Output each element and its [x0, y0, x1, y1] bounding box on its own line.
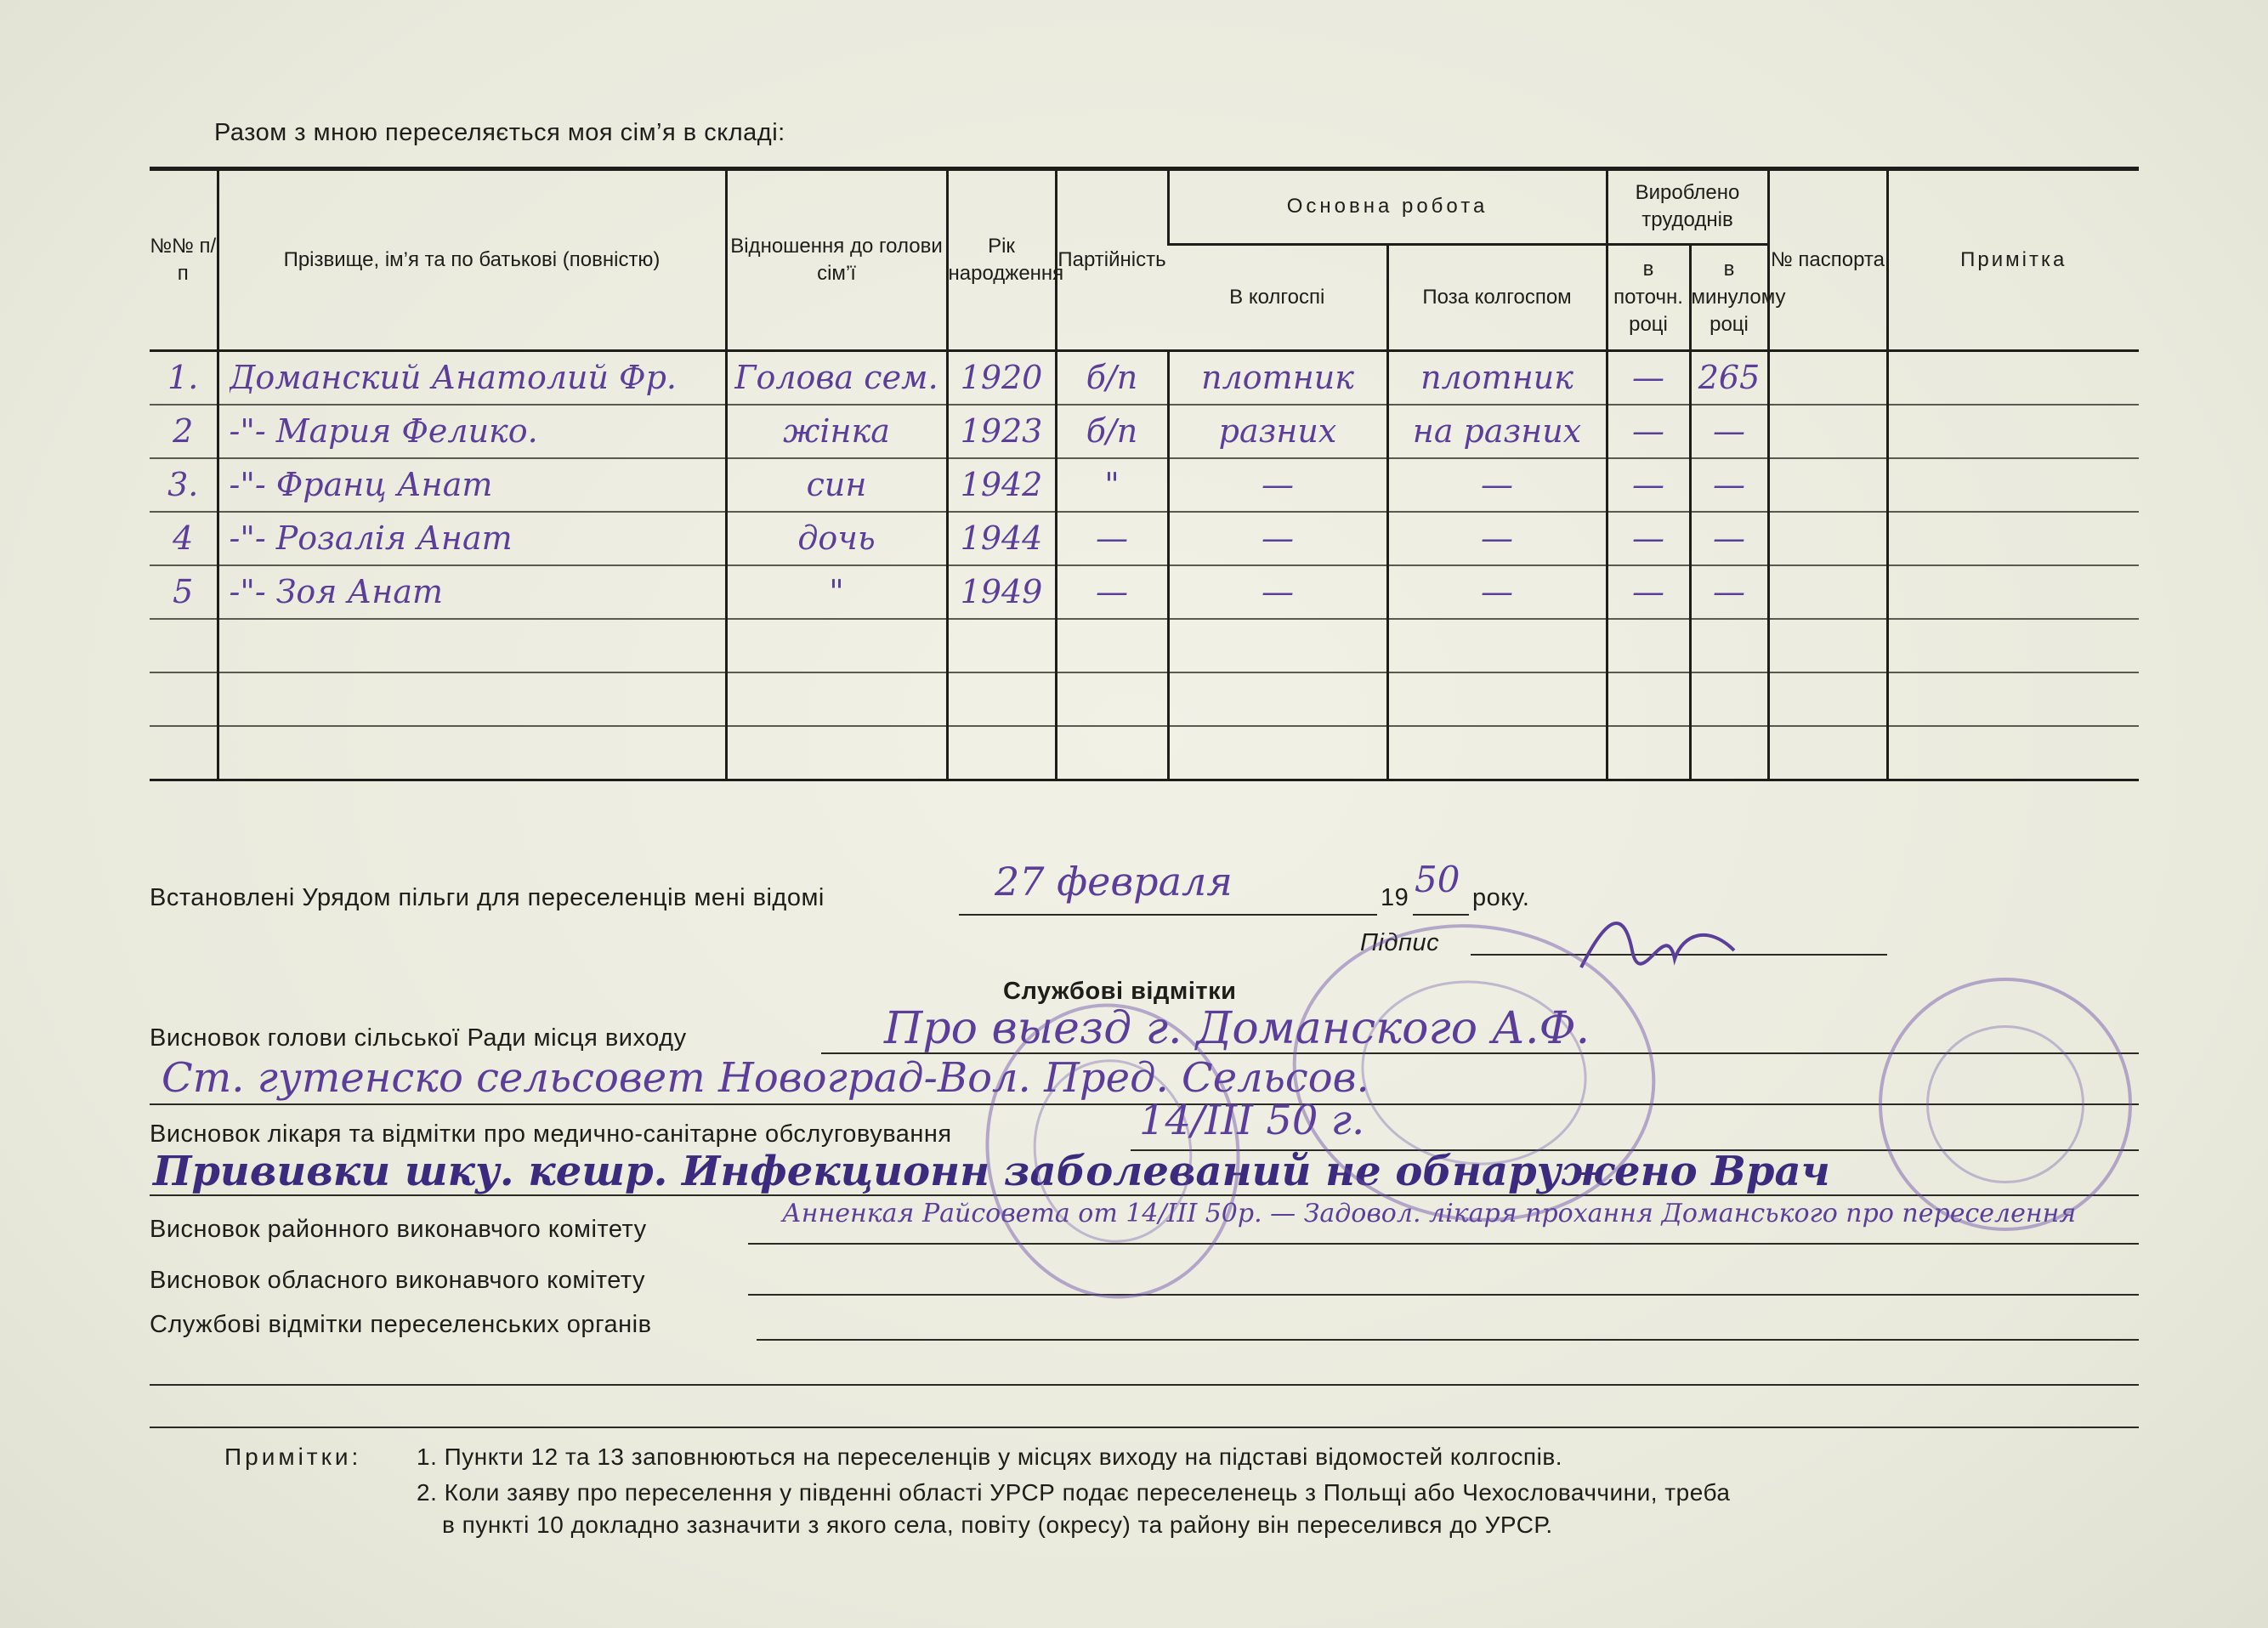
table-row	[150, 672, 2139, 726]
cell-party-text: "	[1104, 465, 1120, 503]
cell-num-text: 2	[173, 411, 194, 450]
official-marks-title: Службові відмітки	[1003, 978, 1237, 1005]
cell-cur-text: —	[1632, 465, 1664, 503]
cell-relation-text: Голова сем.	[734, 358, 938, 396]
cell-year-text: 1944	[960, 519, 1043, 557]
cell-year-text: 1949	[960, 572, 1043, 610]
regional-committee-label: Висновок обласного виконавчого комітету	[150, 1267, 646, 1294]
cell-work-out	[1387, 405, 1607, 458]
cell-num-text: 5	[173, 572, 194, 610]
cell-name	[218, 351, 726, 406]
cell-cur-text: —	[1632, 411, 1664, 450]
cell-relation-text: син	[806, 465, 867, 503]
cell-work-out-text: —	[1481, 465, 1513, 503]
benefits-label: Встановлені Урядом пільги для переселенців мені відомі	[150, 884, 825, 911]
cell-year-text: 1942	[960, 465, 1043, 503]
cell-prev	[1690, 351, 1768, 406]
village-council-handwritten-2: Ст. гутенско сельсовет Новоград-Вол. Пред. Сельсов.	[162, 1054, 1369, 1102]
cell-year	[947, 565, 1056, 619]
cell-note	[1887, 619, 2139, 672]
cell-cur-text: —	[1632, 572, 1664, 610]
note-2-line-2: в пункті 10 докладно зазначити з якого села, повіту (окресу) та району він переселився до УРСР.	[442, 1512, 1553, 1538]
cell-relation	[726, 619, 947, 672]
doctor-label: Висновок лікаря та відмітки про медично-санітарне обслуговування	[150, 1120, 952, 1148]
table-row	[150, 405, 2139, 458]
notes-label: Примітки:	[224, 1444, 362, 1470]
col-note-header: Примітка	[1887, 169, 2139, 351]
cell-note	[1887, 405, 2139, 458]
cell-cur	[1607, 726, 1690, 780]
cell-num	[150, 565, 218, 619]
cell-num-text: 3.	[167, 465, 199, 503]
cell-year	[947, 726, 1056, 780]
table-row	[150, 351, 2139, 406]
cell-party-text: —	[1096, 519, 1128, 557]
cell-prev-text: —	[1713, 465, 1745, 503]
cell-cur	[1607, 619, 1690, 672]
cell-relation-text: "	[829, 572, 844, 610]
family-table	[150, 167, 2139, 781]
cell-party	[1056, 672, 1168, 726]
table-row	[150, 619, 2139, 672]
cell-passport	[1768, 351, 1887, 406]
cell-party-text: б/п	[1086, 358, 1138, 396]
cell-name-text: -"- Франц Анат	[229, 465, 493, 503]
col-num-header: №№ п/п	[150, 169, 218, 351]
cell-work-out	[1387, 672, 1607, 726]
cell-name	[218, 619, 726, 672]
cell-prev-text: —	[1713, 519, 1745, 557]
cell-num	[150, 672, 218, 726]
cell-year	[947, 619, 1056, 672]
resettlement-marks-line-2	[150, 1384, 2139, 1386]
cell-work-in-text: —	[1262, 465, 1294, 503]
cell-relation	[726, 565, 947, 619]
cell-num	[150, 458, 218, 512]
cell-name	[218, 672, 726, 726]
cell-num	[150, 512, 218, 565]
cell-party	[1056, 619, 1168, 672]
cell-party-text: —	[1096, 572, 1128, 610]
cell-work-out-text: на разних	[1412, 411, 1582, 450]
col-workdays-header: Вироблено трудоднів	[1607, 169, 1768, 245]
resettlement-marks-label: Службові відмітки переселенських органів	[150, 1311, 652, 1338]
doctor-handwritten-1: Прививки шку. кешр. Инфекционн заболеваний не обнаружено Врач	[153, 1148, 1830, 1195]
benefits-date-handwritten: 27 февраля	[995, 859, 1233, 905]
cell-relation	[726, 512, 947, 565]
cell-work-in-text: —	[1262, 572, 1294, 610]
cell-name	[218, 726, 726, 780]
cell-prev	[1690, 619, 1768, 672]
cell-prev	[1690, 458, 1768, 512]
cell-party	[1056, 458, 1168, 512]
cell-work-in	[1168, 565, 1387, 619]
table-row	[150, 458, 2139, 512]
cell-num	[150, 619, 218, 672]
cell-name-text: -"- Розалія Анат	[229, 519, 513, 557]
cell-name-text: Доманский Анатолий Фр.	[229, 358, 678, 396]
cell-work-out	[1387, 565, 1607, 619]
cell-cur-text: —	[1632, 519, 1664, 557]
cell-name	[218, 458, 726, 512]
table-row	[150, 512, 2139, 565]
cell-passport	[1768, 565, 1887, 619]
cell-prev-text: 265	[1698, 358, 1761, 396]
cell-passport	[1768, 672, 1887, 726]
cell-party	[1056, 405, 1168, 458]
benefits-year-line	[1413, 914, 1469, 916]
regional-committee-line	[748, 1294, 2139, 1296]
cell-passport	[1768, 512, 1887, 565]
cell-note	[1887, 726, 2139, 780]
benefits-year-prefix: 19	[1381, 884, 1409, 911]
cell-work-in-text: плотник	[1201, 358, 1354, 396]
cell-work-out-text: плотник	[1420, 358, 1573, 396]
col-work-out-header: Поза колгоспом	[1387, 244, 1607, 350]
cell-relation-text: жінка	[783, 411, 890, 450]
resettlement-marks-line-3	[150, 1427, 2139, 1428]
cell-year	[947, 458, 1056, 512]
cell-work-out	[1387, 458, 1607, 512]
note-1: 1. Пункти 12 та 13 заповнюються на переселенців у місцях виходу на підставі відомостей колгоспів.	[417, 1444, 1562, 1470]
cell-note	[1887, 458, 2139, 512]
cell-work-in	[1168, 619, 1387, 672]
cell-num	[150, 351, 218, 406]
cell-work-out	[1387, 512, 1607, 565]
cell-cur	[1607, 672, 1690, 726]
village-council-handwritten-1: Про выезд г. Доманского А.Ф.	[884, 1003, 1590, 1054]
cell-name	[218, 405, 726, 458]
cell-work-in-text: разних	[1218, 411, 1337, 450]
cell-work-in	[1168, 726, 1387, 780]
cell-work-in-text: —	[1262, 519, 1294, 557]
cell-work-in	[1168, 512, 1387, 565]
cell-party	[1056, 351, 1168, 406]
col-workdays-prev-header: в минулому році	[1690, 244, 1768, 350]
cell-prev	[1690, 512, 1768, 565]
cell-cur-text: —	[1632, 358, 1664, 396]
doctor-handwritten-date: 14/ІІІ 50 г.	[1139, 1097, 1365, 1144]
cell-cur	[1607, 512, 1690, 565]
cell-year	[947, 512, 1056, 565]
cell-num	[150, 405, 218, 458]
cell-relation	[726, 458, 947, 512]
cell-work-out	[1387, 351, 1607, 406]
cell-year	[947, 672, 1056, 726]
note-2-line-1: 2. Коли заяву про переселення у південні області УРСР подає переселенець з Польщі або Чехословаччини, треба	[417, 1479, 1731, 1506]
cell-work-out	[1387, 619, 1607, 672]
cell-name	[218, 565, 726, 619]
cell-year	[947, 405, 1056, 458]
table-row	[150, 726, 2139, 780]
cell-relation	[726, 672, 947, 726]
cell-prev	[1690, 726, 1768, 780]
col-work-in-header: В колгоспі	[1168, 244, 1387, 350]
cell-relation	[726, 405, 947, 458]
col-passport-header: № паспорта	[1768, 169, 1887, 351]
cell-prev-text: —	[1713, 572, 1745, 610]
cell-work-in	[1168, 351, 1387, 406]
village-council-label: Висновок голови сільської Ради місця виходу	[150, 1024, 687, 1052]
cell-passport	[1768, 458, 1887, 512]
district-committee-line	[748, 1243, 2139, 1245]
cell-work-out	[1387, 726, 1607, 780]
cell-note	[1887, 565, 2139, 619]
col-relation-header: Відношення до голови сім’ї	[726, 169, 947, 351]
cell-party-text: б/п	[1086, 411, 1138, 450]
cell-relation	[726, 351, 947, 406]
col-work-header: Основна робота	[1168, 169, 1607, 245]
cell-year	[947, 351, 1056, 406]
cell-prev	[1690, 565, 1768, 619]
cell-year-text: 1923	[960, 411, 1043, 450]
col-name-header: Прізвище, ім’я та по батькові (повністю)	[218, 169, 726, 351]
col-year-header: Рік народження	[947, 169, 1056, 351]
region-stamp	[1879, 978, 2132, 1231]
intro-text: Разом з мною переселяється моя сім’я в складі:	[214, 119, 785, 146]
cell-work-in	[1168, 458, 1387, 512]
cell-work-out-text: —	[1481, 572, 1513, 610]
cell-note	[1887, 672, 2139, 726]
cell-party	[1056, 726, 1168, 780]
district-committee-handwritten: Анненкая Райсовета от 14/ІІІ 50р. — Задовол. лікаря прохання Доманського про переселення	[782, 1199, 2077, 1228]
col-party-header: Партійність	[1056, 169, 1168, 351]
cell-name-text: -"- Мария Фелико.	[229, 411, 538, 450]
cell-cur	[1607, 405, 1690, 458]
cell-num-text: 4	[173, 519, 194, 557]
resettlement-marks-line	[757, 1339, 2139, 1341]
cell-passport	[1768, 405, 1887, 458]
cell-party	[1056, 565, 1168, 619]
cell-passport	[1768, 619, 1887, 672]
cell-prev-text: —	[1713, 411, 1745, 450]
table-row	[150, 565, 2139, 619]
cell-cur	[1607, 458, 1690, 512]
cell-work-in	[1168, 672, 1387, 726]
cell-relation	[726, 726, 947, 780]
benefits-date-line	[959, 914, 1377, 916]
benefits-year-suffix: року.	[1472, 884, 1530, 911]
cell-num	[150, 726, 218, 780]
signature-label: Підпис	[1360, 929, 1440, 956]
district-committee-label: Висновок районного виконавчого комітету	[150, 1216, 647, 1243]
cell-num-text: 1.	[167, 358, 199, 396]
cell-work-out-text: —	[1481, 519, 1513, 557]
benefits-year-handwritten: 50	[1415, 859, 1460, 900]
cell-work-in	[1168, 405, 1387, 458]
col-workdays-cur-header: в поточн. році	[1607, 244, 1690, 350]
cell-name	[218, 512, 726, 565]
cell-passport	[1768, 726, 1887, 780]
cell-note	[1887, 351, 2139, 406]
cell-year-text: 1920	[960, 358, 1043, 396]
cell-party	[1056, 512, 1168, 565]
cell-relation-text: дочь	[797, 519, 876, 557]
cell-cur	[1607, 351, 1690, 406]
cell-name-text: -"- Зоя Анат	[229, 572, 444, 610]
cell-prev	[1690, 405, 1768, 458]
cell-note	[1887, 512, 2139, 565]
cell-cur	[1607, 565, 1690, 619]
cell-prev	[1690, 672, 1768, 726]
